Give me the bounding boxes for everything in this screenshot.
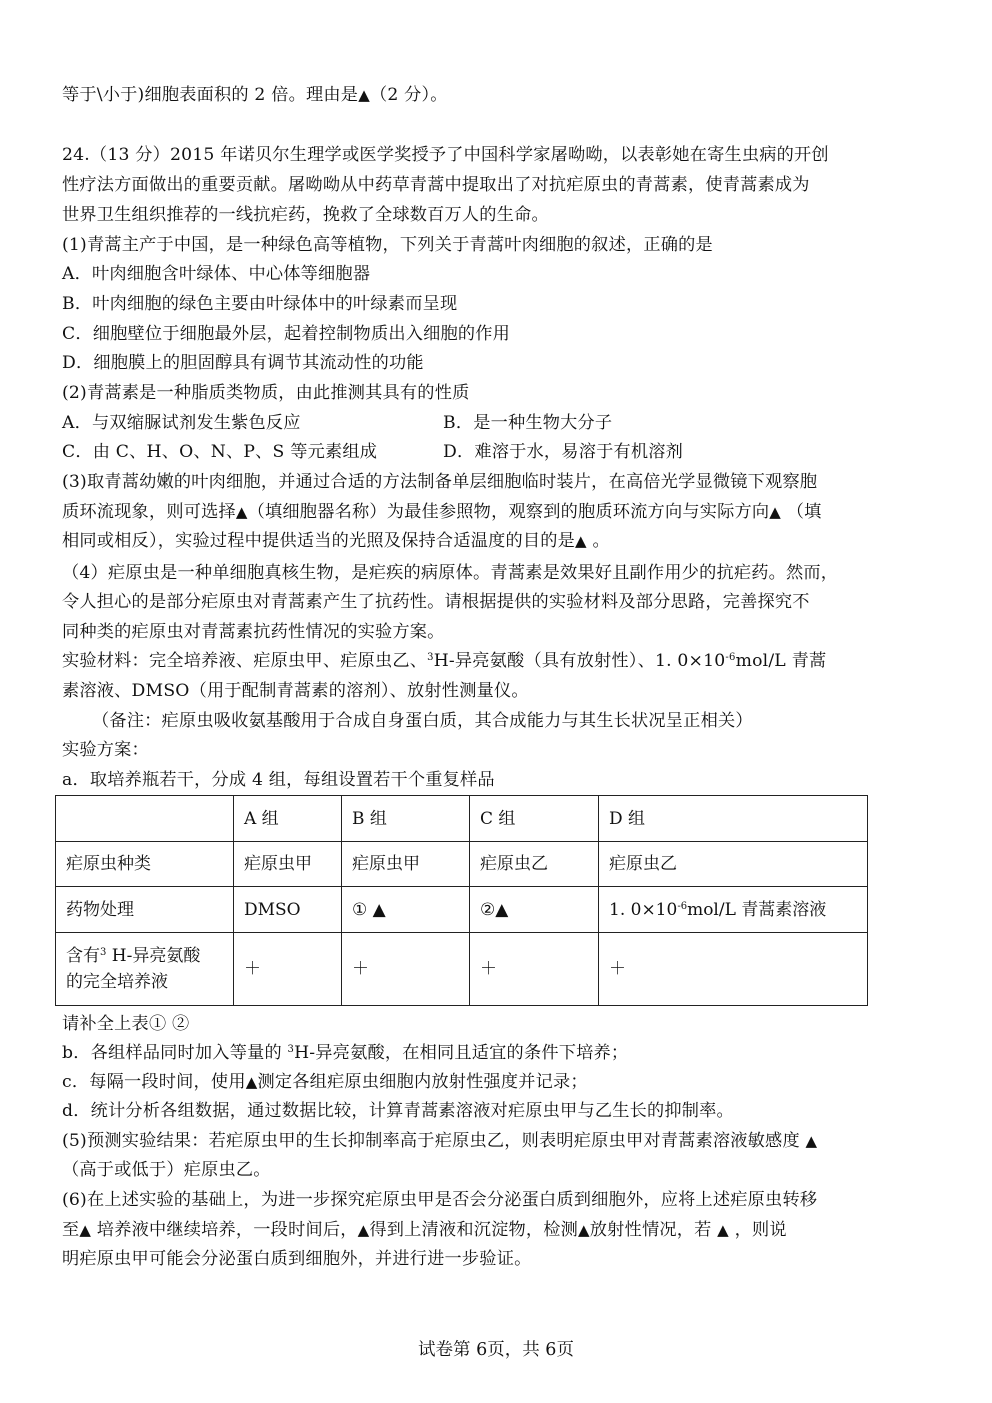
text-line	[62, 1071, 588, 1093]
row-label: 疟原虫种类	[56, 842, 234, 887]
answer-blank-marker: ▲	[79, 1221, 92, 1239]
table-cell: C 组	[470, 796, 599, 842]
text-line	[62, 204, 549, 226]
text-span: (2)青蒿素是一种脂质类物质，由此推测其具有的性质	[62, 383, 470, 403]
text-line	[62, 471, 817, 493]
text-span: 实验方案：	[62, 740, 149, 760]
text-span: C．由 C、H、O、N、P、S 等元素组成	[62, 442, 378, 462]
superscript: 3	[287, 1044, 295, 1055]
text-span: H-异亮氨酸，在相同且适宜的条件下培养；	[294, 1043, 629, 1063]
text-span: mol/L 青蒿	[735, 651, 827, 671]
text-line	[62, 739, 149, 761]
table-cell: DMSO	[234, 887, 342, 933]
text-line	[62, 621, 445, 643]
table-header-row	[56, 796, 868, 842]
text-line	[62, 382, 469, 404]
table-cell: ＋	[599, 933, 868, 1006]
answer-blank-marker: ▲	[805, 1132, 818, 1150]
text-line	[62, 293, 457, 315]
table-cell: ＋	[234, 933, 342, 1006]
table-cell: ＋	[470, 933, 599, 1006]
table-row	[56, 842, 868, 887]
text-line	[62, 144, 829, 166]
text-line	[62, 323, 510, 345]
row-label: 含有$^3$ H-异亮氨酸 的完全培养液	[56, 933, 234, 1006]
text-line	[62, 1013, 189, 1035]
text-span: 得到上清液和沉淀物，检测	[369, 1220, 579, 1240]
text-span: 世界卫生组织推荐的一线抗疟药，挽救了全球数百万人的生命。	[62, 205, 549, 225]
blank-cell-1: ① ▲	[342, 887, 470, 933]
text-line	[62, 1189, 817, 1211]
text-span: C．细胞壁位于细胞最外层，起着控制物质出入细胞的作用	[62, 324, 511, 344]
table-cell: 疟原虫乙	[599, 842, 868, 887]
text-span: A．与双缩脲试剂发生紫色反应	[62, 413, 301, 433]
text-span: H-异亮氨酸（具有放射性）、1. 0×10	[433, 651, 726, 671]
text-span: A．叶肉细胞含叶绿体、中心体等细胞器	[62, 264, 371, 284]
text-span: d．统计分析各组数据，通过数据比较，计算青蒿素溶液对疟原虫甲与乙生长的抑制率。	[62, 1101, 734, 1121]
superscript: -6	[725, 652, 736, 663]
text-line	[62, 441, 377, 463]
answer-blank-marker: ▲	[769, 503, 782, 521]
answer-blank-marker: ▲	[578, 1221, 590, 1239]
table-cell: 疟原虫乙	[470, 842, 599, 887]
text-line	[62, 591, 810, 613]
text-span: a．取培养瓶若干，分成 4 组，每组设置若干个重复样品	[62, 770, 495, 790]
text-span: 令人担心的是部分疟原虫对青蒿素产生了抗药性。请根据提供的实验材料及部分思路，完善探究不	[62, 592, 810, 612]
text-line	[62, 680, 529, 702]
table-cell: A 组	[234, 796, 342, 842]
table-cell: 1. $0\times 10^{-6}mol/L$ 青蒿素溶液	[599, 887, 868, 933]
text-line	[62, 1130, 817, 1152]
row-label: 药物处理	[56, 887, 234, 933]
text-span: D．细胞膜上的胆固醇具有调节其流动性的功能	[62, 353, 424, 373]
text-span: （填细胞器名称）为最佳参照物，观察到的胞质环流方向与实际方向	[247, 502, 770, 522]
text-span: c．每隔一段时间，使用	[62, 1072, 246, 1092]
text-span: 素溶液、DMSO（用于配制青蒿素的溶剂）、放射性测量仪。	[62, 681, 529, 701]
answer-blank-marker: ▲	[357, 1221, 370, 1239]
text-line	[62, 650, 826, 672]
text-line	[62, 530, 610, 552]
table-row	[56, 933, 868, 1006]
text-line	[62, 501, 821, 523]
blank-cell-2: ②▲	[470, 887, 599, 933]
answer-blank-marker: ▲	[358, 86, 370, 104]
answer-blank-marker: ▲	[717, 1221, 729, 1239]
text-line	[62, 1219, 787, 1241]
text-span: (5)预测实验结果：若疟原虫甲的生长抑制率高于疟原虫乙，则表明疟原虫甲对青蒿素溶液敏感度	[62, 1131, 806, 1151]
text-span: 测定各组疟原虫细胞内放射性强度并记录；	[257, 1072, 588, 1092]
text-span: ，则说	[728, 1220, 787, 1240]
text-span: 性疗法方面做出的重要贡献。屠呦呦从中药草青蒿中提取出了对抗疟原虫的青蒿素，使青蒿素成为	[62, 175, 810, 195]
text-span: 明疟原虫甲可能会分泌蛋白质到细胞外，并进行进一步验证。	[62, 1249, 532, 1269]
superscript: 3	[427, 652, 434, 663]
text-line	[62, 562, 838, 584]
text-span: b．各组样品同时加入等量的	[62, 1043, 288, 1063]
text-span: 等于\小于)细胞表面积的 2 倍。理由是	[62, 85, 359, 105]
experiment-table	[55, 795, 868, 1006]
text-span: 相同或相反），实验过程中提供适当的光照及保持合适温度的目的是	[62, 531, 576, 551]
text-line	[92, 710, 753, 732]
text-line	[62, 1042, 628, 1064]
text-span: （填	[781, 502, 822, 522]
answer-blank-marker: ▲	[245, 1073, 258, 1091]
text-span: B．是一种生物大分子	[443, 413, 613, 433]
text-line	[62, 1159, 271, 1181]
text-line	[62, 234, 713, 256]
table-cell: B 组	[342, 796, 470, 842]
text-span: 至	[62, 1220, 80, 1240]
text-line	[62, 769, 495, 791]
answer-blank-marker: ▲	[235, 503, 248, 521]
text-line	[443, 441, 683, 463]
text-span: （4）疟原虫是一种单细胞真核生物，是疟疾的病原体。青蒿素是效果好且副作用少的抗疟药。然而，	[62, 563, 839, 583]
text-span: 质环流现象，则可选择	[62, 502, 236, 522]
table-cell: 疟原虫甲	[342, 842, 470, 887]
text-span: (1)青蒿主产于中国，是一种绿色高等植物，下列关于青蒿叶肉细胞的叙述，正确的是	[62, 235, 713, 255]
text-line	[443, 412, 612, 434]
text-line	[62, 1248, 531, 1270]
text-span: 实验材料：完全培养液、疟原虫甲、疟原虫乙、	[62, 651, 428, 671]
text-line	[62, 174, 810, 196]
text-span: 放射性情况，若	[589, 1220, 718, 1240]
text-line	[62, 352, 424, 374]
text-span: 24.（13 分）2015 年诺贝尔生理学或医学奖授予了中国科学家屠呦呦，以表彰她在寄生虫病的开创	[62, 145, 829, 165]
table-cell: ＋	[342, 933, 470, 1006]
text-span: 。	[586, 531, 610, 551]
table-cell	[56, 796, 234, 842]
table-cell: D 组	[599, 796, 868, 842]
text-line	[62, 84, 448, 106]
text-span: （2 分）。	[369, 85, 448, 105]
answer-blank-marker: ▲	[575, 532, 587, 550]
text-span: （备注：疟原虫吸收氨基酸用于合成自身蛋白质，其合成能力与其生长状况呈正相关）	[92, 711, 753, 731]
text-span: 培养液中继续培养，一段时间后，	[91, 1220, 358, 1240]
table-row	[56, 887, 868, 933]
text-line	[62, 412, 301, 434]
text-span: 请补全上表① ②	[62, 1014, 190, 1034]
text-span: D．难溶于水，易溶于有机溶剂	[443, 442, 684, 462]
text-span: (3)取青蒿幼嫩的叶肉细胞，并通过合适的方法制备单层细胞临时装片，在高倍光学显微镜下观察胞	[62, 472, 818, 492]
page-footer: 试卷第 6页，共 6页	[418, 1340, 574, 1360]
text-line	[62, 263, 370, 285]
text-span: B．叶肉细胞的绿色主要由叶绿体中的叶绿素而呈现	[62, 294, 458, 314]
text-span: 同种类的疟原虫对青蒿素抗药性情况的实验方案。	[62, 622, 445, 642]
table-cell: 疟原虫甲	[234, 842, 342, 887]
text-span: （高于或低于）疟原虫乙。	[62, 1160, 271, 1180]
text-line	[62, 1100, 734, 1122]
text-span: (6)在上述实验的基础上，为进一步探究疟原虫甲是否会分泌蛋白质到细胞外，应将上述疟原虫转移	[62, 1190, 818, 1210]
